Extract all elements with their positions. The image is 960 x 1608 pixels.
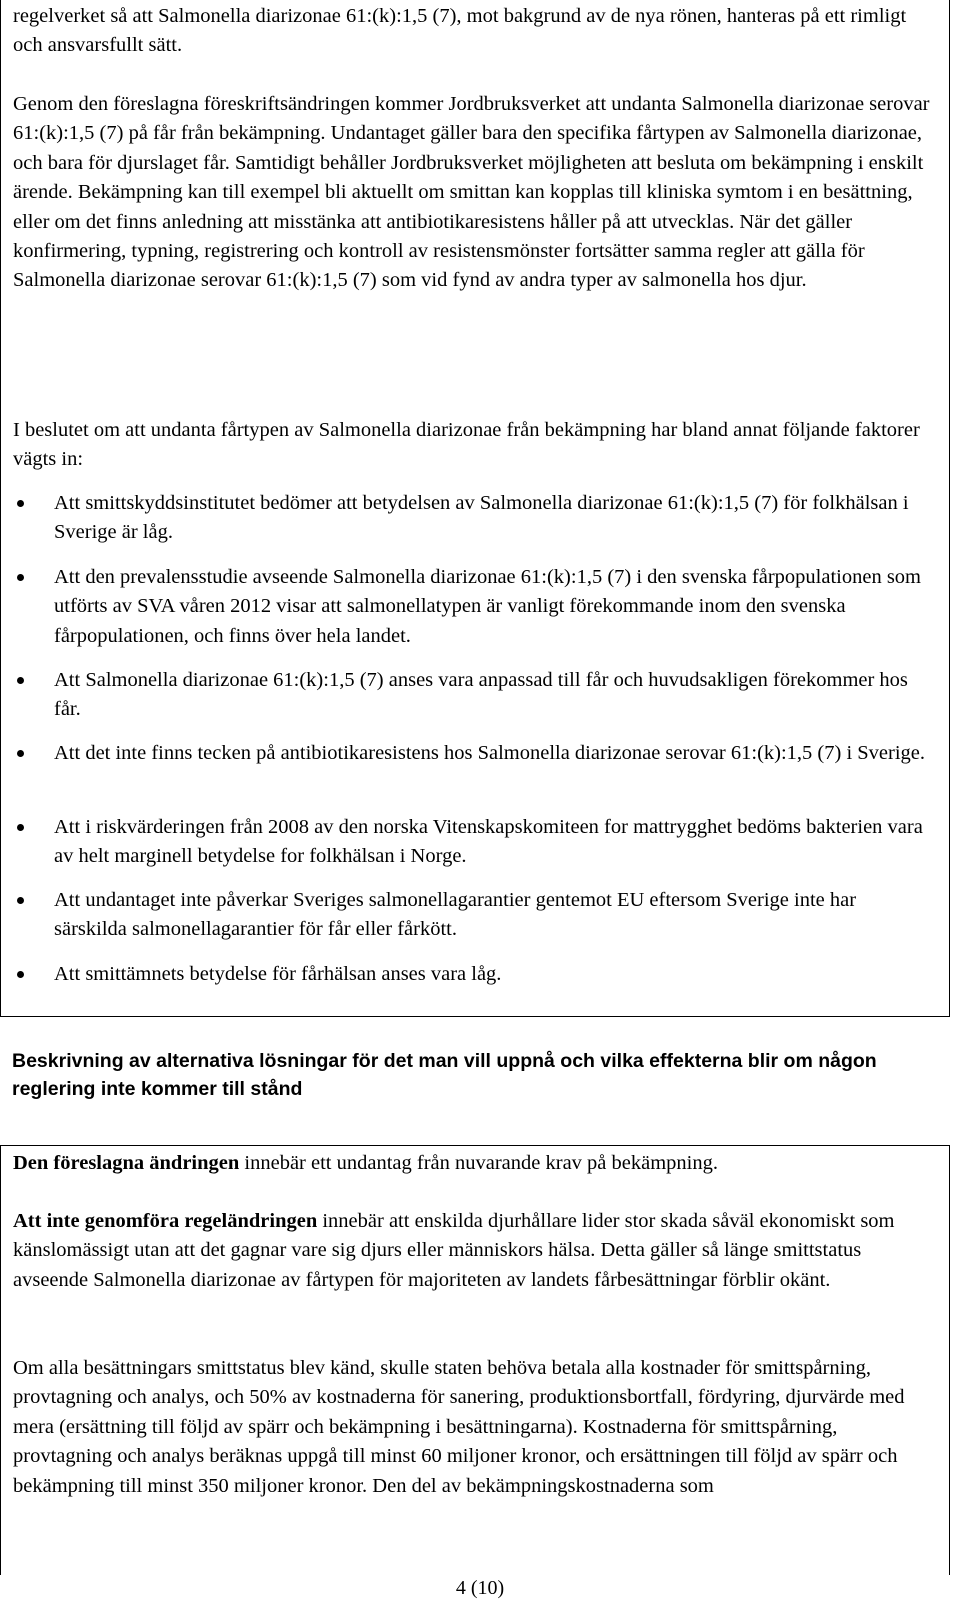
bullet-icon bbox=[17, 574, 24, 581]
page-number: 4 (10) bbox=[455, 1577, 505, 1599]
list-item-text: Att smittämnets betydelse för fårhälsan anses vara låg. bbox=[54, 963, 502, 985]
bullet-icon bbox=[17, 677, 24, 684]
paragraph-beslutet: I beslutet om att undanta fårtypen av Salmonella diarizonae från bekämpning har bland annat följande faktorer vägts in: bbox=[13, 419, 920, 471]
list-item-text: Att smittskyddsinstitutet bedömer att betydelsen av Salmonella diarizonae 61:(k):1,5 (7) för folkhälsan i Sverige är låg. bbox=[54, 492, 909, 544]
list-item-text: Att i riskvärderingen från 2008 av den norska Vitenskapskomiteen for mattrygghet bedöms bakterien vara av helt marginell betydelse for folkhälsan i Norge. bbox=[54, 816, 923, 868]
bullet-icon bbox=[17, 500, 24, 507]
content-box-lower bbox=[0, 1145, 950, 1575]
bold-term: Att inte genomföra regeländringen bbox=[13, 1210, 318, 1232]
paragraph-text: innebär ett undantag från nuvarande krav på bekämpning. bbox=[239, 1152, 718, 1174]
section-heading: Beskrivning av alternativa lösningar för det man vill uppnå och vilka effekterna blir om någon reglering inte kommer till stånd bbox=[12, 1050, 877, 1100]
list-item-text: Att det inte finns tecken på antibiotikaresistens hos Salmonella diarizonae serovar 61:(k):1,5 (7) i Sverige. bbox=[54, 742, 926, 764]
bullet-icon bbox=[17, 971, 24, 978]
list-item-text: Att Salmonella diarizonae 61:(k):1,5 (7) anses vara anpassad till får och huvudsakligen förekommer hos får. bbox=[54, 669, 908, 721]
list-item-text: Att undantaget inte påverkar Sveriges salmonellagarantier gentemot EU eftersom Sverige inte har särskilda salmonellagarantier för får eller fårkött. bbox=[54, 889, 857, 941]
paragraph-kostnader: Om alla besättningars smittstatus blev känd, skulle staten behöva betala alla kostnader för smittspårning, provtagning och analys, och 50% av kostnaderna för sanering, produktionsbortfall, fördyring, djurvärde med mera (ersättning till följd av spärr och bekämpning i besättningarna). Kostnaderna för smittspårning, provtagning och analys beräknas uppgå till minst 60 miljoner kronor, och ersättningen till följd av spärr och bekämpning till minst 350 miljoner kronor. Den del av bekämpningskostnaderna som bbox=[13, 1357, 905, 1497]
paragraph-foreskriftsandring: Genom den föreslagna föreskriftsändringen kommer Jordbruksverket att undanta Salmonella diarizonae serovar 61:(k):1,5 (7) på får från bekämpning. Undantaget gäller bara den specifika fårtypen av Salmonella diarizonae, och bara för djurslaget får. Samtidigt behåller Jordbruksverket möjligheten att besluta om bekämpning i enskilt ärende. Bekämpning kan till exempel bli aktuellt om smittan kan kopplas till kliniska symtom i en besättning, eller om det finns anledning att misstänka att antibiotikaresistens håller på att utvecklas. När det gäller konfirmering, typning, registrering och kontroll av resistensmönster fortsätter samma regler att gälla för Salmonella diarizonae serovar 61:(k):1,5 (7) som vid fynd av andra typer av salmonella hos djur. bbox=[13, 93, 930, 292]
paragraph-inte-genomfora bbox=[13, 1207, 938, 1295]
bullet-icon bbox=[17, 750, 24, 757]
paragraph-regelverket: regelverket så att Salmonella diarizonae 61:(k):1,5 (7), mot bakgrund av de nya rönen, hanteras på ett rimligt och ansvarsfullt sätt. bbox=[13, 5, 907, 57]
paragraph-text: innebär att enskilda djurhållare lider stor skada såväl ekonomiskt som känslomässigt utan att det gagnar vare sig djurs eller människors hälsa. Detta gäller så länge smittstatus avseende Salmonella diarizonae av fårtypen för majoriteten av landets fårbesättningar förblir okänt. bbox=[13, 1210, 895, 1291]
list-item-text: Att den prevalensstudie avseende Salmonella diarizonae 61:(k):1,5 (7) i den svenska fårpopulationen som utförts av SVA våren 2012 visar att salmonellatypen är vanligt förekommande inom den svenska fårpopulationen, och finns över hela landet. bbox=[54, 566, 922, 647]
bullet-icon bbox=[17, 824, 24, 831]
bold-term: Den föreslagna ändringen bbox=[13, 1152, 240, 1174]
paragraph-foreslagna-andringen bbox=[13, 1149, 938, 1178]
bullet-icon bbox=[17, 897, 24, 904]
